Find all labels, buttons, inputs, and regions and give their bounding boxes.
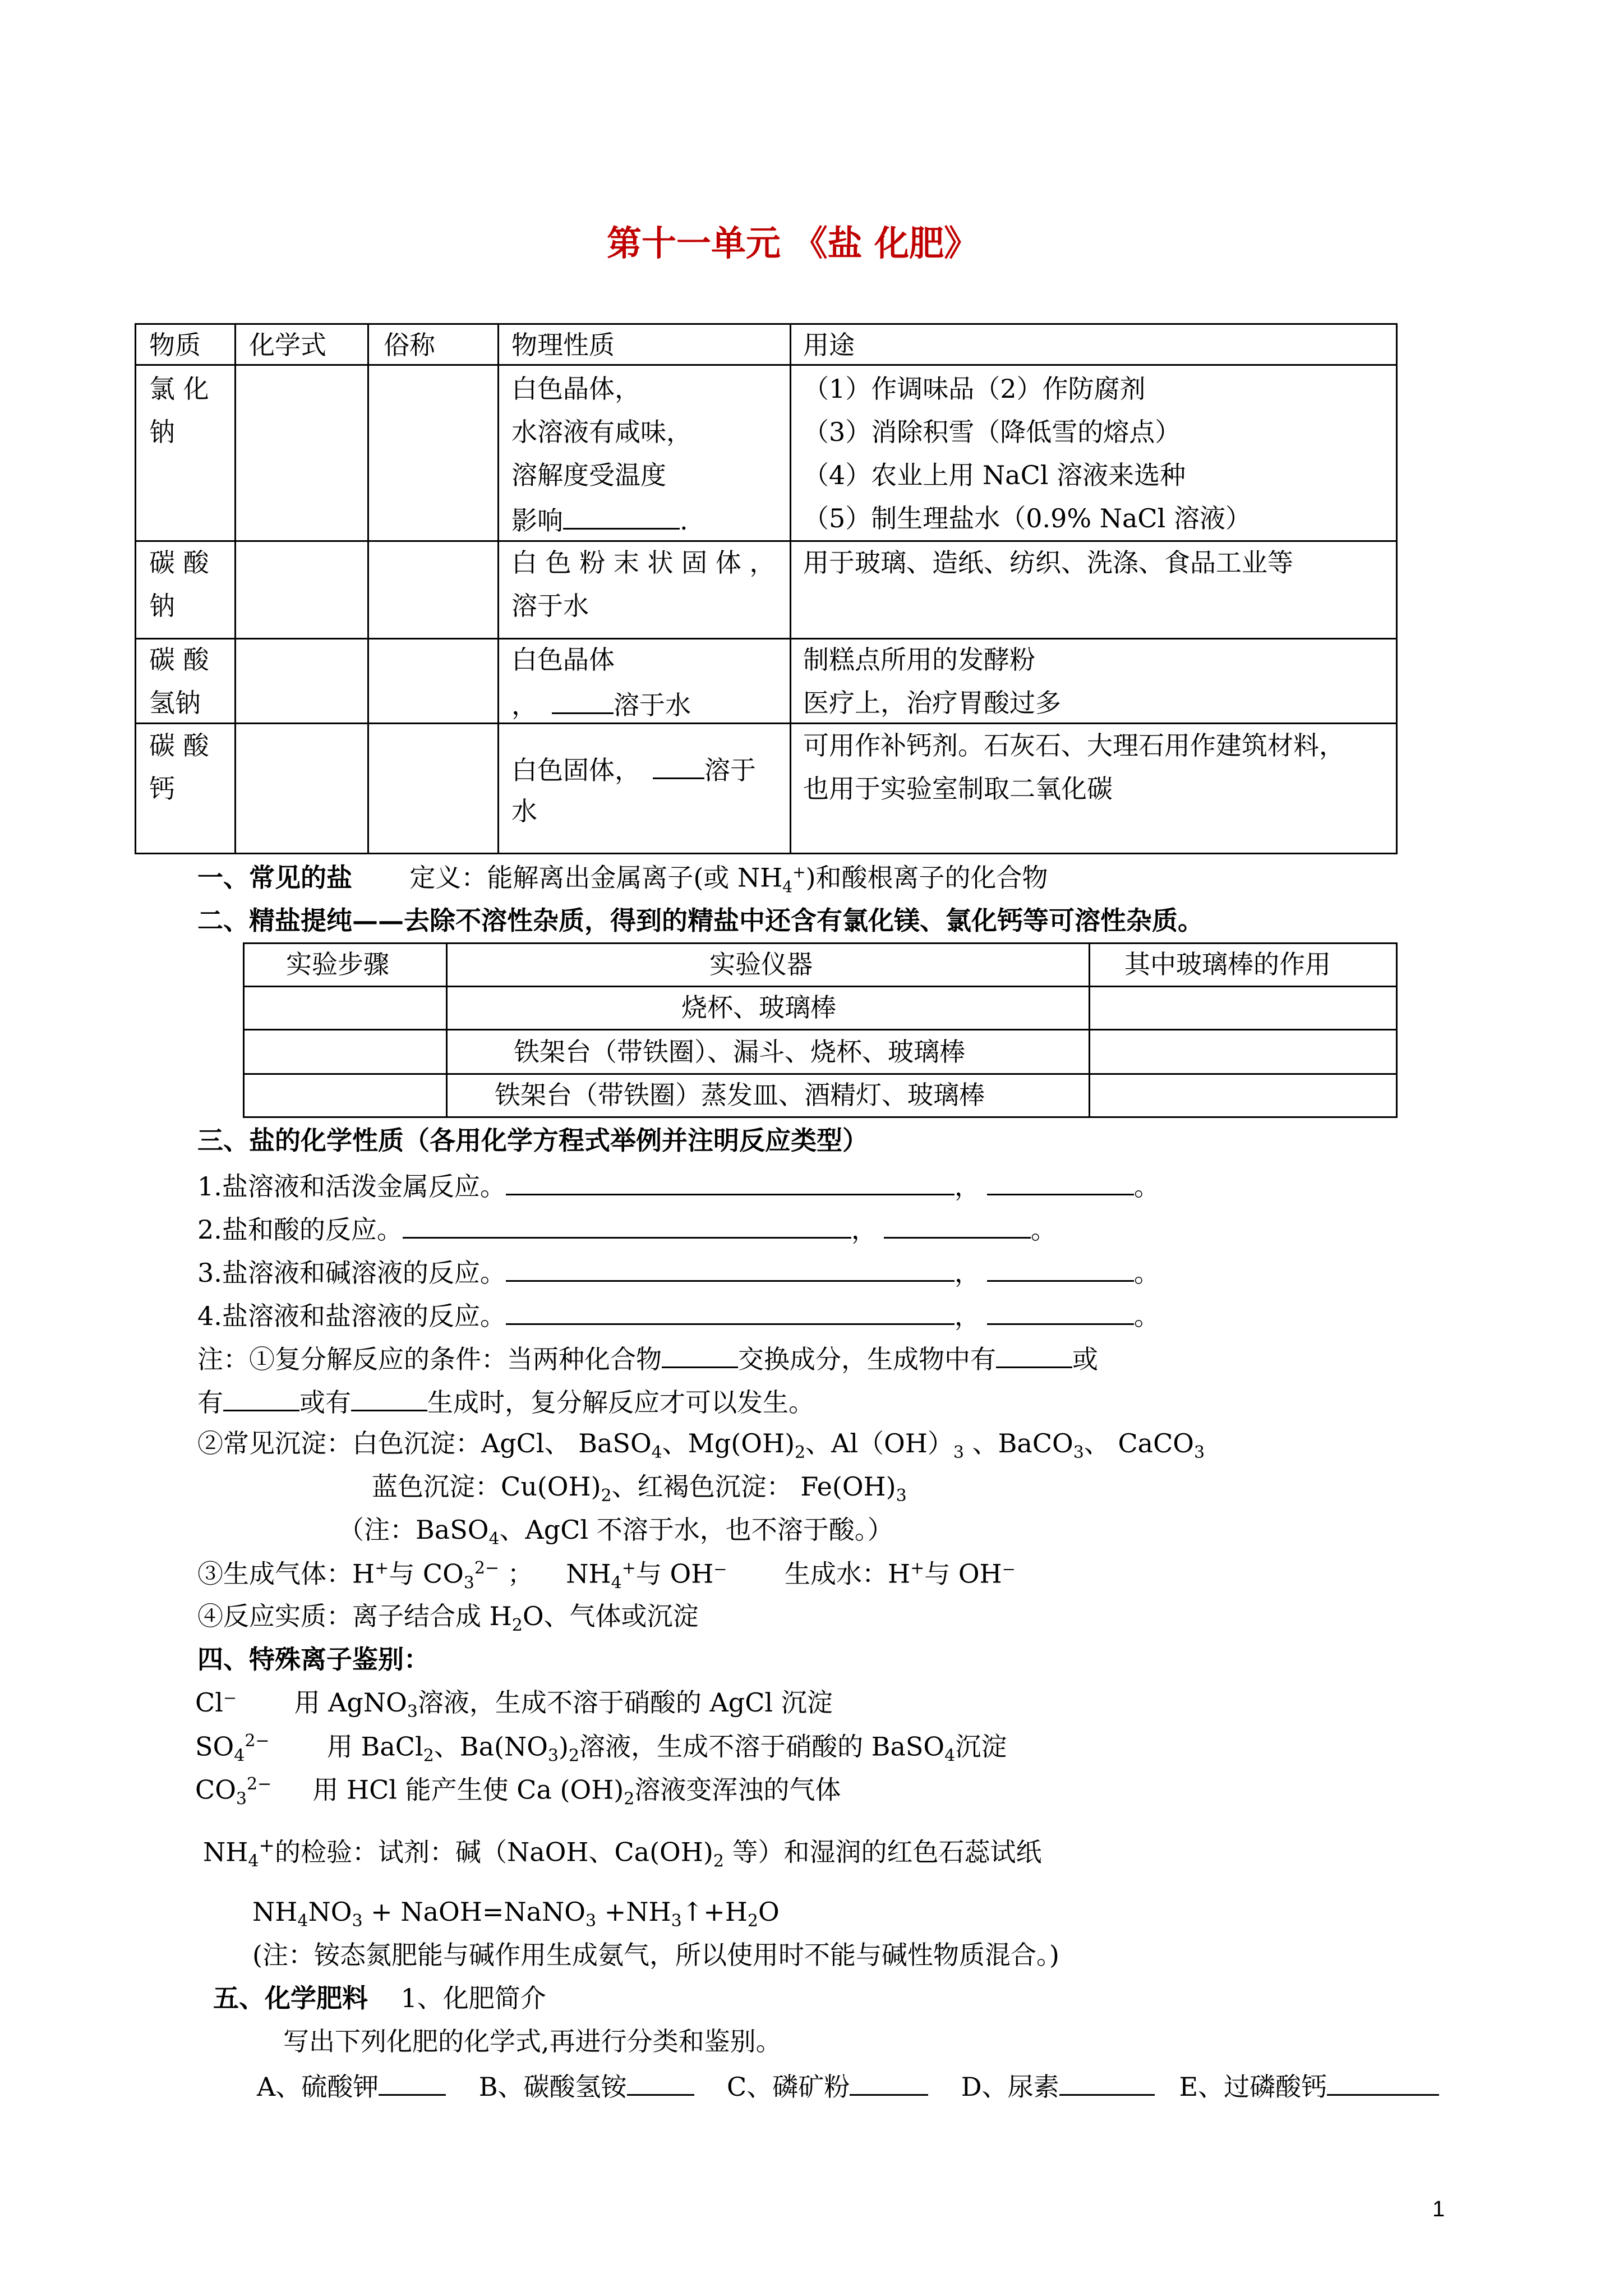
physical-property: 溶于水 (511, 591, 589, 621)
section-common-salts: 一、常见的盐 定义：能解离出金属离子(或 $NH_4^+$)和酸根离子的化合物 (197, 862, 1048, 896)
fill-blank (1059, 2072, 1155, 2096)
property-item: 1.盐溶液和活泼金属反应。 ， 。 (197, 1171, 1160, 1202)
property-item: 4.盐溶液和盐溶液的反应。 ， 。 (197, 1301, 1160, 1331)
use-item: （4）农业上用 NaCl 溶液来选种 (803, 460, 1186, 490)
table-header: 物理性质 (511, 330, 615, 360)
reaction-essence: ④反应实质：离子结合成 $H_2O$、气体或沉淀 (197, 1601, 699, 1636)
equation-blank (506, 1258, 955, 1282)
precipitates-white: ②常见沉淀：白色沉淀：AgCl、 BaSO$_4$、$Mg(OH)_2$、$Al(OH)_3$ 、BaCO$_3$、 CaCO$_3$ (197, 1428, 1205, 1463)
equation-blank (506, 1171, 955, 1195)
apparatus-cell: 铁架台（带铁圈）蒸发皿、酒精灯、玻璃棒 (495, 1080, 985, 1110)
fill-blank (552, 690, 614, 714)
type-blank (884, 1214, 1031, 1239)
substance-name: 碳 酸 (149, 547, 209, 578)
physical-property: 溶解度受温度 (511, 460, 666, 490)
fertilizer-item: E、过磷酸钙 (1179, 2072, 1327, 2102)
use-item: 也用于实验室制取二氧化碳 (803, 774, 1113, 804)
use-item: 可用作补钙剂。石灰石、大理石用作建筑材料， (803, 730, 1345, 761)
ammonium-note: (注：铵态氮肥能与碱作用生成氨气，所以使用时不能与碱性物质混合。) (252, 1940, 1059, 1970)
fill-blank (653, 755, 704, 779)
apparatus-cell: 铁架台（带铁圈）、漏斗、烧杯、玻璃棒 (514, 1037, 965, 1067)
fertilizer-instructions: 写出下列化肥的化学式,再进行分类和鉴别。 (283, 2026, 782, 2056)
substance-name: 氢钠 (149, 688, 201, 718)
use-item: 制糕点所用的发酵粉 (803, 645, 1035, 675)
ion-test-so4: $SO_4^{2-}$ 用 BaCl$_2$、$Ba(NO_3)_2$溶液，生成不溶于硝酸的 BaSO$_4$沉淀 (195, 1731, 1007, 1766)
table-header: 用途 (803, 330, 855, 360)
physical-property: 白 色 粉 末 状 固 体 ， (511, 547, 776, 578)
substance-name: 钠 (149, 417, 175, 447)
physical-property: 水 (511, 796, 537, 826)
use-item: （1）作调味品（2）作防腐剂 (803, 374, 1146, 404)
precipitates-note: （注：BaSO$_4$、AgCl 不溶于水，也不溶于酸。） (338, 1515, 893, 1549)
use-item: 医疗上，治疗胃酸过多 (803, 688, 1061, 718)
gas-water-formation: ③生成气体：H+与 $CO_3^{2-}$ ； $NH_4^+$与 OH⁻ 生成水：H+与 OH⁻ (197, 1558, 1016, 1593)
reaction-condition-note: 注：①复分解反应的条件：当两种化合物 交换成分，生成物中有 或 (197, 1344, 1098, 1374)
use-item: 用于玻璃、造纸、纺织、洗涤、食品工业等 (803, 547, 1293, 578)
fertilizer-item: B、碳酸氢铵 (478, 2072, 627, 2102)
table-header: 实验仪器 (709, 949, 813, 979)
section-fertilizers: 五、化学肥料 1、化肥简介 (213, 1983, 546, 2013)
section-chemical-properties: 三、盐的化学性质（各用化学方程式举例并注明反应类型） (197, 1125, 868, 1156)
ion-test-co3: $CO_3^{2-}$ 用 HCl 能产生使 Ca $(OH)_2$溶液变浑浊的气体 (195, 1774, 841, 1809)
page-title: 第十一单元 《盐 化肥》 (607, 223, 979, 264)
use-item: （5）制生理盐水（0.9% NaCl 溶液） (803, 503, 1251, 533)
substance-name: 氯 化 (149, 374, 209, 404)
fill-blank (1327, 2072, 1439, 2096)
physical-property: 白色晶体 (511, 645, 615, 675)
substance-name: 钠 (149, 591, 175, 621)
fill-blank (223, 1387, 299, 1411)
ion-test-nh4: $NH_4^+$的检验：试剂：碱（NaOH、$Ca(OH)_2$ 等）和湿润的红色石蕊试纸 (203, 1834, 1042, 1871)
ion-test-cl: Cl⁻ 用 AgNO$_3$溶液，生成不溶于硝酸的 AgCl 沉淀 (195, 1687, 833, 1722)
precipitates-blue: 蓝色沉淀：$Cu(OH)_2$、红褐色沉淀： $Fe(OH)_3$ (372, 1471, 907, 1506)
use-item: （3）消除积雪（降低雪的熔点） (803, 417, 1181, 447)
reaction-condition-note: 有 或有 生成时，复分解反应才可以发生。 (197, 1387, 814, 1418)
fertilizer-item: D、尿素 (961, 2072, 1059, 2102)
type-blank (987, 1171, 1134, 1195)
table-header: 其中玻璃棒的作用 (1124, 949, 1331, 979)
physical-property: 白色固体， 溶于 (511, 755, 756, 785)
physical-property: 水溶液有咸味， (511, 417, 692, 447)
fertilizer-list (257, 2072, 1439, 2100)
fill-blank (627, 2072, 694, 2096)
fertilizer-item: C、磷矿粉 (727, 2072, 850, 2102)
fill-blank (351, 1387, 427, 1411)
fertilizer-item: A、硫酸钾 (257, 2072, 379, 2102)
property-item: 3.盐溶液和碱溶液的反应。 ， 。 (197, 1258, 1160, 1288)
type-blank (987, 1301, 1134, 1325)
type-blank (987, 1258, 1134, 1282)
table-header: 物质 (149, 330, 201, 360)
section-salt-purification: 二、精盐提纯——去除不溶性杂质，得到的精盐中还含有氯化镁、氯化钙等可溶性杂质。 (197, 905, 1204, 936)
fill-blank (563, 505, 680, 530)
property-item: 2.盐和酸的反应。 ， 。 (197, 1214, 1057, 1245)
table-header: 化学式 (249, 330, 326, 360)
page-number: 1 (1432, 2197, 1445, 2221)
physical-property: 白色晶体， (511, 374, 640, 404)
equation-blank (403, 1214, 851, 1239)
substance-name: 碳 酸 (149, 645, 209, 675)
ammonium-equation: $NH_4NO_3$ + NaOH=NaNO$_3$ $+NH_3↑+H_2O$ (252, 1897, 780, 1931)
fill-blank (996, 1344, 1072, 1368)
fill-blank (662, 1344, 738, 1368)
fill-blank (850, 2072, 928, 2096)
section-ion-identification: 四、特殊离子鉴别： (197, 1644, 430, 1674)
substance-name: 钙 (149, 774, 175, 804)
apparatus-cell: 烧杯、玻璃棒 (681, 992, 836, 1023)
physical-property: ， 溶于水 (511, 690, 691, 720)
equation-blank (506, 1301, 955, 1325)
physical-property: 影响 . (511, 505, 688, 536)
table-header: 俗称 (384, 330, 435, 360)
fill-blank (379, 2072, 446, 2096)
substance-name: 碳 酸 (149, 730, 209, 761)
table-header: 实验步骤 (286, 949, 389, 979)
